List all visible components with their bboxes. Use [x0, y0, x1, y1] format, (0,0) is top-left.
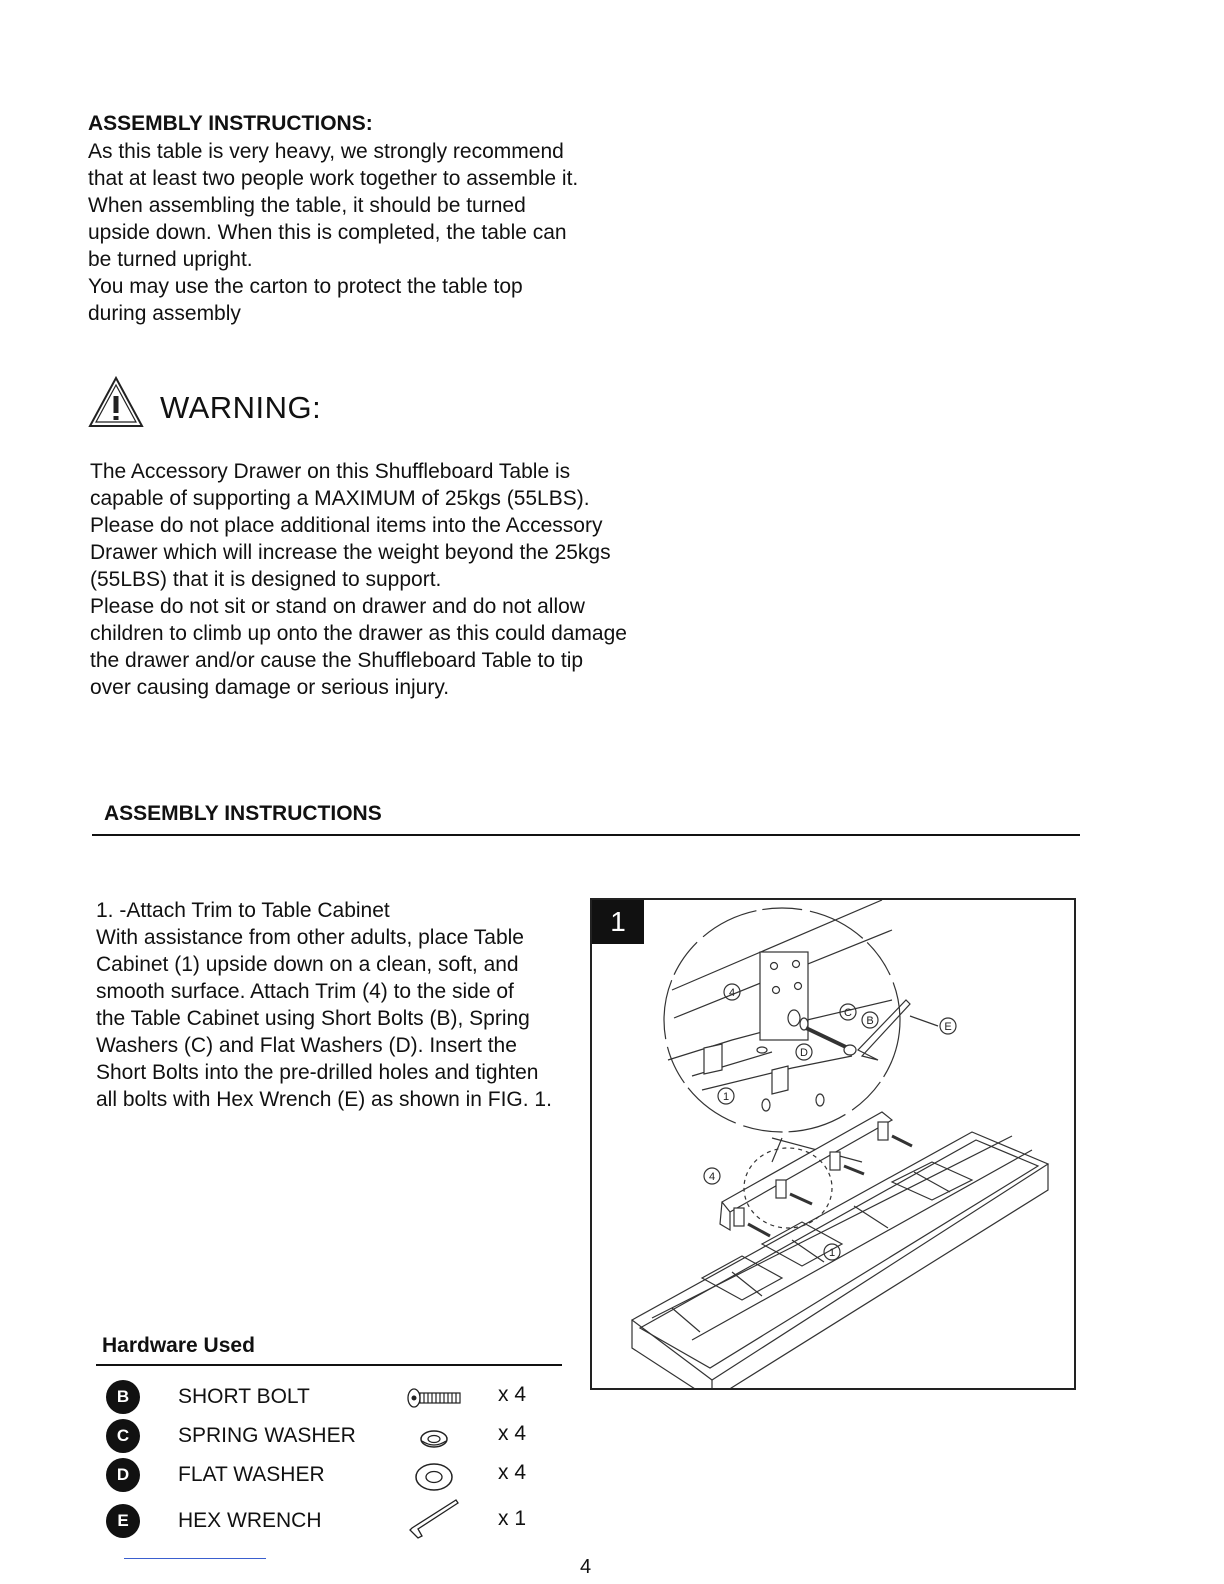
warning-title: WARNING: — [160, 390, 322, 425]
hardware-item-spring-washer — [106, 1419, 546, 1455]
intro-body — [88, 138, 648, 327]
figure-1 — [590, 898, 1076, 1390]
step-line: Short Bolts into the pre-drilled holes and tighten — [96, 1061, 539, 1084]
hardware-name: HEX WRENCH — [178, 1509, 322, 1532]
warning-line: The Accessory Drawer on this Shuffleboard Table is — [90, 460, 571, 483]
hex-wrench-icon — [404, 1492, 464, 1540]
figure-label-wrench: E — [944, 1021, 952, 1033]
hardware-quantity: x 4 — [498, 1383, 527, 1406]
figure-label-trim-2: 4 — [708, 1171, 716, 1183]
page-number: 4 — [580, 1556, 592, 1578]
hardware-letter-badge: D — [106, 1458, 140, 1492]
assembly-illustration — [592, 900, 1074, 1388]
hardware-letter-badge: C — [106, 1419, 140, 1453]
warning-line: the drawer and/or cause the Shuffleboard Table to tip — [90, 649, 584, 672]
step-line: 1. -Attach Trim to Table Cabinet — [96, 899, 390, 922]
intro-line: be turned upright. — [88, 248, 253, 271]
hardware-name: FLAT WASHER — [178, 1463, 325, 1486]
hardware-quantity: x 1 — [498, 1507, 527, 1530]
figure-label-flat-washer: D — [800, 1047, 808, 1059]
footer-line — [124, 1558, 266, 1559]
hardware-name: SPRING WASHER — [178, 1424, 356, 1447]
warning-line: capable of supporting a MAXIMUM of 25kgs (55LBS). — [90, 487, 590, 510]
hardware-item-flat-washer — [106, 1458, 546, 1494]
warning-line: (55LBS) that it is designed to support. — [90, 568, 442, 591]
hardware-heading: Hardware Used — [102, 1334, 255, 1357]
spring-washer-icon — [404, 1419, 464, 1459]
hardware-quantity: x 4 — [498, 1422, 527, 1445]
step-line: With assistance from other adults, place Table — [96, 926, 524, 949]
hardware-letter-badge: E — [106, 1504, 140, 1538]
intro-line: You may use the carton to protect the table top — [88, 275, 523, 298]
figure-label-cabinet-2: 1 — [828, 1247, 836, 1259]
step-line: Washers (C) and Flat Washers (D). Insert the — [96, 1034, 517, 1057]
warning-body — [90, 458, 690, 701]
hardware-quantity: x 4 — [498, 1461, 527, 1484]
step-1-text — [96, 897, 596, 1113]
hardware-letter-badge: B — [106, 1380, 140, 1414]
hardware-item-short-bolt — [106, 1380, 546, 1416]
figure-label-cabinet: 1 — [722, 1091, 730, 1103]
intro-line: that at least two people work together to assemble it. — [88, 167, 579, 190]
warning-triangle-icon — [88, 374, 144, 430]
step-line: all bolts with Hex Wrench (E) as shown in FIG. 1. — [96, 1088, 552, 1111]
figure-label-trim: 4 — [728, 987, 736, 999]
step-line: the Table Cabinet using Short Bolts (B), Spring — [96, 1007, 530, 1030]
section-divider — [92, 834, 1080, 836]
intro-heading: ASSEMBLY INSTRUCTIONS: — [88, 112, 373, 135]
short-bolt-icon — [404, 1380, 464, 1420]
intro-line: upside down. When this is completed, the table can — [88, 221, 567, 244]
intro-line: during assembly — [88, 302, 241, 325]
step-line: Cabinet (1) upside down on a clean, soft, and — [96, 953, 519, 976]
hardware-name: SHORT BOLT — [178, 1385, 310, 1408]
warning-header — [88, 374, 321, 430]
warning-line: Please do not sit or stand on drawer and do not allow — [90, 595, 585, 618]
warning-line: children to climb up onto the drawer as this could damage — [90, 622, 627, 645]
warning-line: over causing damage or serious injury. — [90, 676, 450, 699]
section-heading: ASSEMBLY INSTRUCTIONS — [104, 802, 382, 825]
step-line: smooth surface. Attach Trim (4) to the side of — [96, 980, 514, 1003]
figure-label-bolt: B — [866, 1015, 874, 1027]
warning-line: Please do not place additional items into the Accessory — [90, 514, 603, 537]
intro-line: As this table is very heavy, we strongly recommend — [88, 140, 564, 163]
figure-label-spring-washer: C — [844, 1007, 852, 1019]
figure-number-badge: 1 — [592, 900, 644, 944]
hardware-item-hex-wrench — [106, 1504, 546, 1540]
warning-line: Drawer which will increase the weight beyond the 25kgs — [90, 541, 611, 564]
hardware-divider — [96, 1364, 562, 1366]
intro-line: When assembling the table, it should be turned — [88, 194, 526, 217]
